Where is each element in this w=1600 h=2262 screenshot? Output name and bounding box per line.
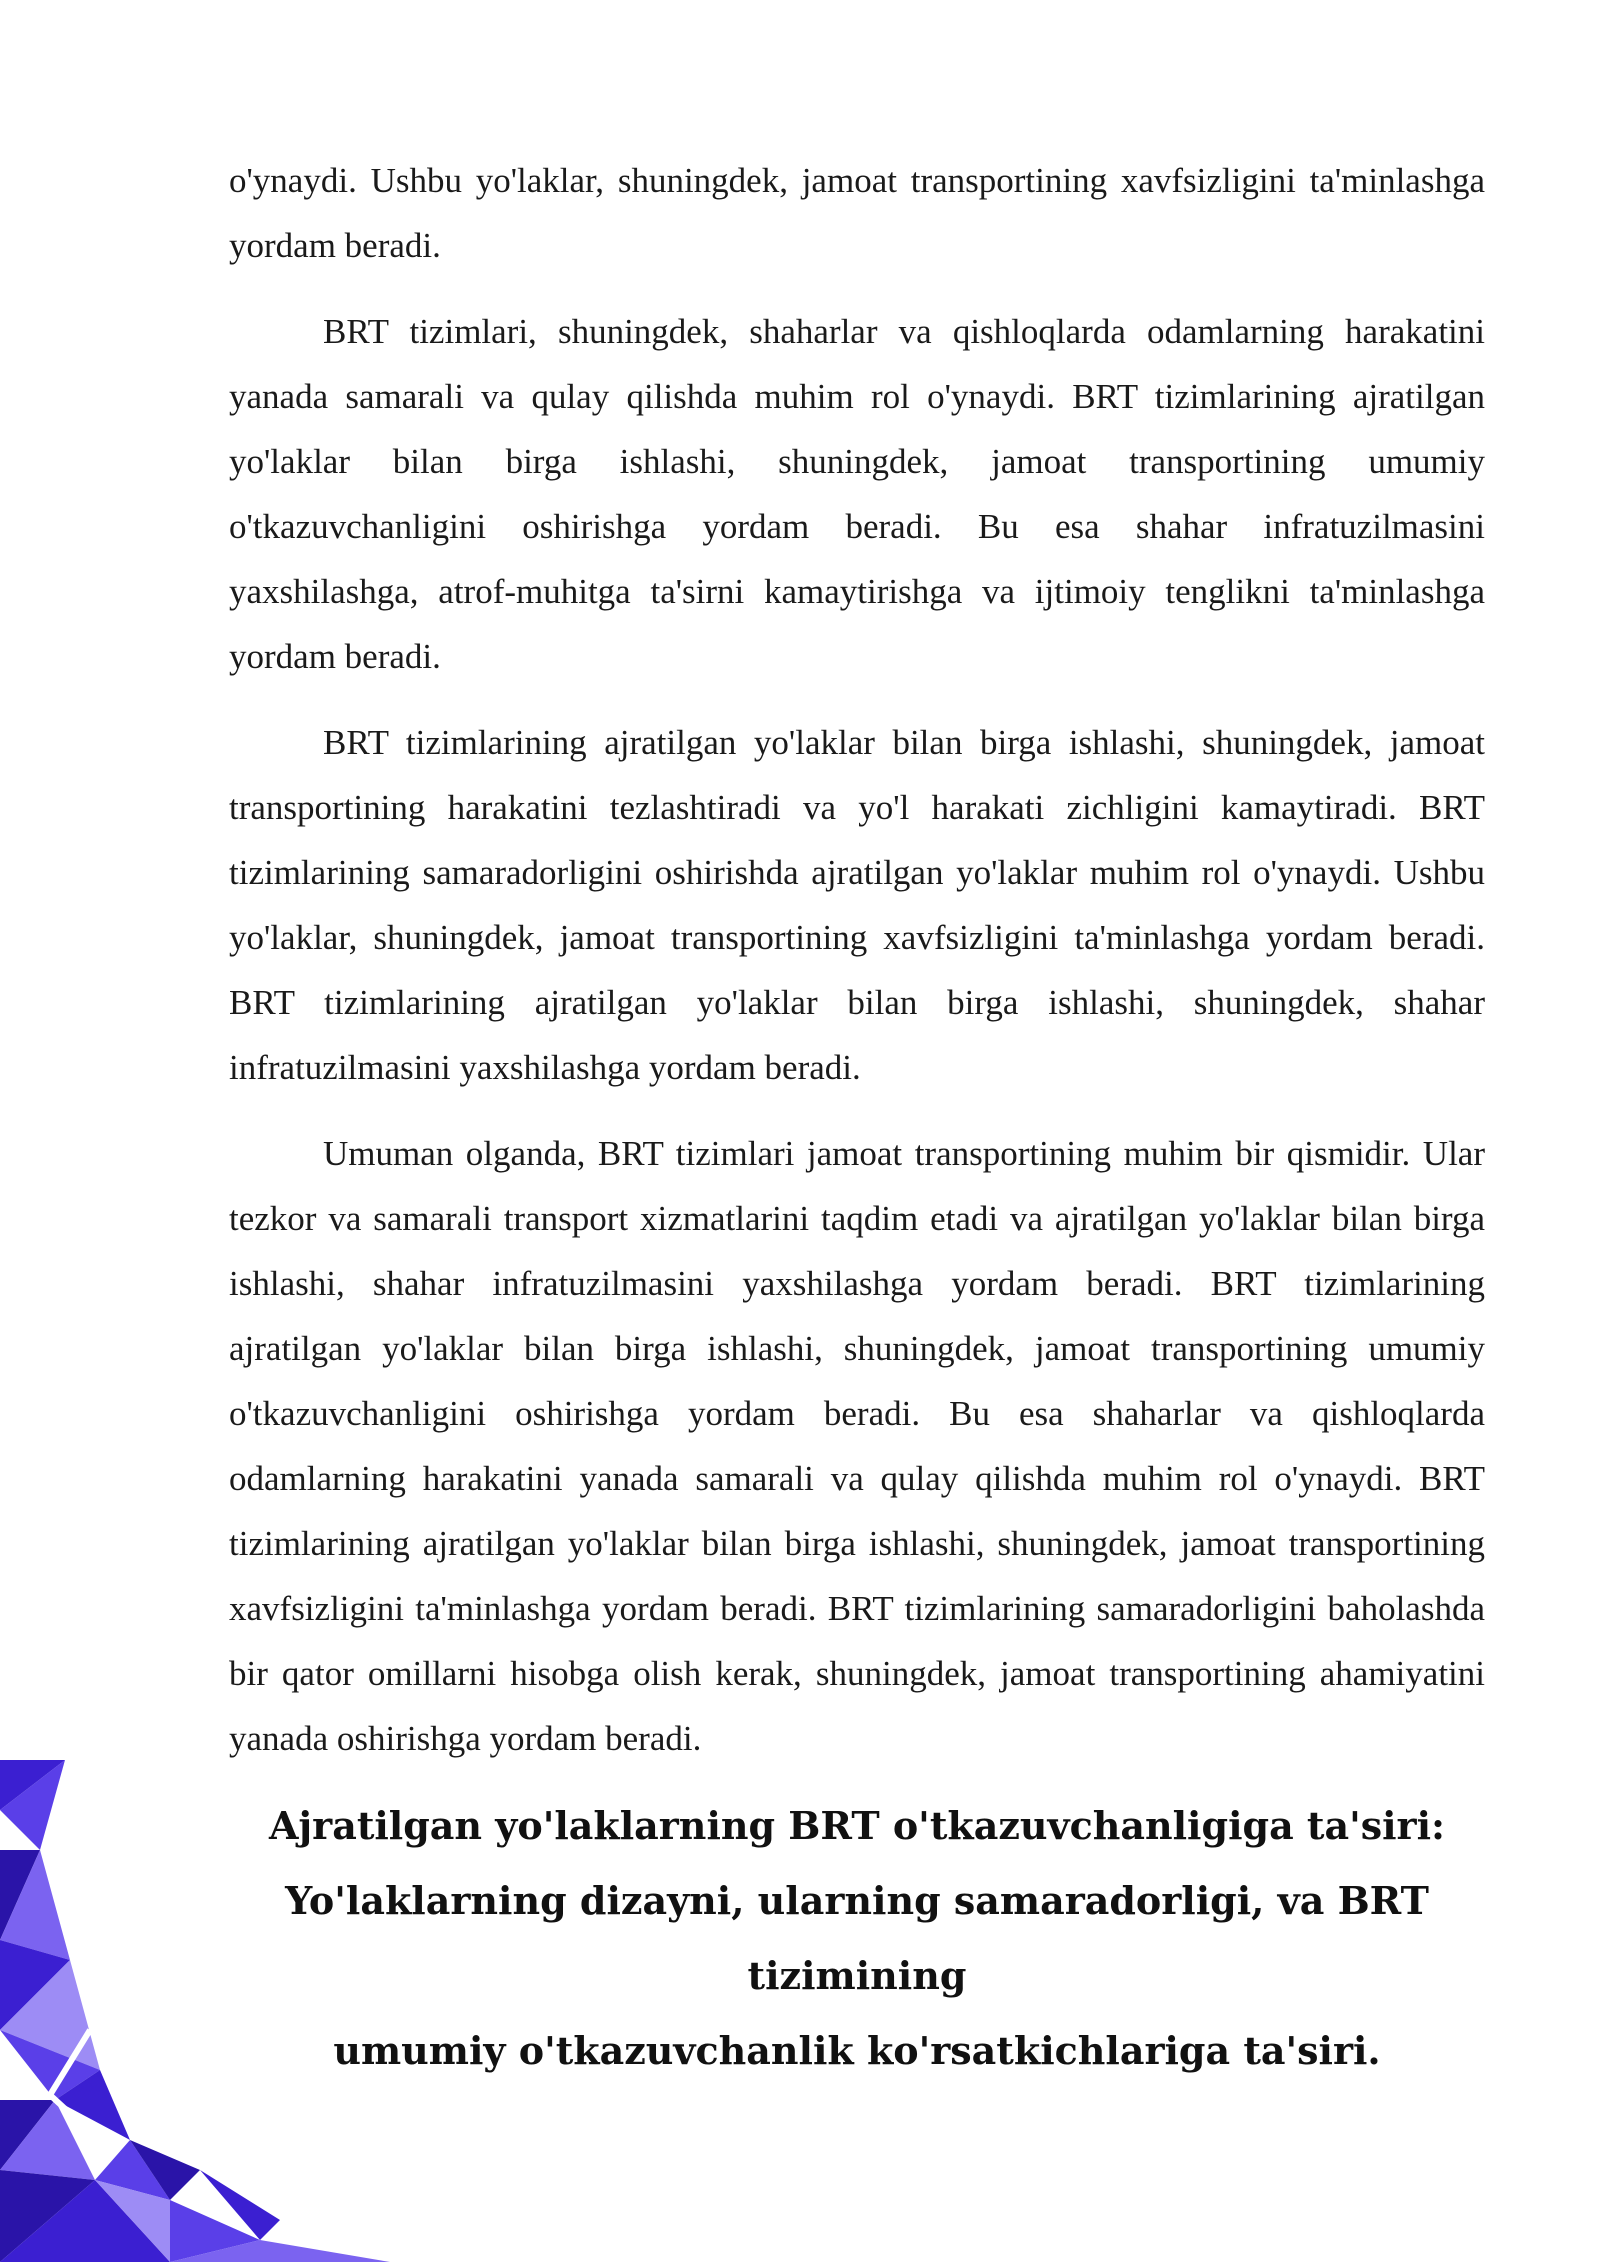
paragraph-2: BRT tizimlari, shuningdek, shaharlar va qishloqlarda odamlarning harakatini yanada samarali va qulay qilishda muhim rol o'ynaydi. BRT tizimlarining ajratilgan yo'laklar bilan birga ishlashi, shuningdek, jamoat transportining umumiy o'tkazuvchanligini oshirishga yordam beradi. Bu esa shahar infratuzilmasini yaxshilashga, atrof-muhitga ta'sirni kamaytirishga va ijtimoiy tenglikni ta'minlashga yordam beradi.	[229, 312, 1485, 676]
paragraph-3: BRT tizimlarining ajratilgan yo'laklar bilan birga ishlashi, shuningdek, jamoat transportining harakatini tezlashtiradi va yo'l harakati zichligini kamaytiradi. BRT tizimlarining samaradorligini oshirishda ajratilgan yo'laklar muhim rol o'ynaydi. Ushbu yo'laklar, shuningdek, jamoat transportining xavfsizligini ta'minlashga yordam beradi. BRT tizimlarining ajratilgan yo'laklar bilan birga ishlashi, shuningdek, shahar infratuzilmasini yaxshilashga yordam beradi.	[229, 723, 1485, 1087]
heading-line-3: umumiy o'tkazuvchanlik ko'rsatkichlariga ta'siri.	[333, 2028, 1381, 2073]
heading-line-1: Ajratilgan yo'laklarning BRT o'tkazuvchanligiga ta'siri:	[268, 1803, 1446, 1848]
heading-line-2: Yo'laklarning dizayni, ularning samaradorligi, va BRT tizimining	[285, 1878, 1429, 1998]
paragraph-4: Umuman olganda, BRT tizimlari jamoat transportining muhim bir qismidir. Ular tezkor va samarali transport xizmatlarini taqdim etadi va ajratilgan yo'laklar bilan birga ishlashi, shahar infratuzilmasini yaxshilashga yordam beradi. BRT tizimlarining ajratilgan yo'laklar bilan birga ishlashi, shuningdek, jamoat transportining umumiy o'tkazuvchanligini oshirishga yordam beradi. Bu esa shaharlar va qishloqlarda odamlarning harakatini yanada samarali va qulay qilishda muhim rol o'ynaydi. BRT tizimlarining ajratilgan yo'laklar bilan birga ishlashi, shuningdek, jamoat transportining xavfsizligini ta'minlashga yordam beradi. BRT tizimlarining samaradorligini baholashda bir qator omillarni hisobga olish kerak, shuningdek, jamoat transportining ahamiyatini yanada oshirishga yordam beradi.	[229, 1134, 1485, 1758]
corner-polygon-decoration	[0, 1700, 420, 2262]
body-text	[229, 148, 1485, 1792]
paragraph-1: o'ynaydi. Ushbu yo'laklar, shuningdek, jamoat transportining xavfsizligini ta'minlashga yordam beradi.	[229, 161, 1485, 265]
